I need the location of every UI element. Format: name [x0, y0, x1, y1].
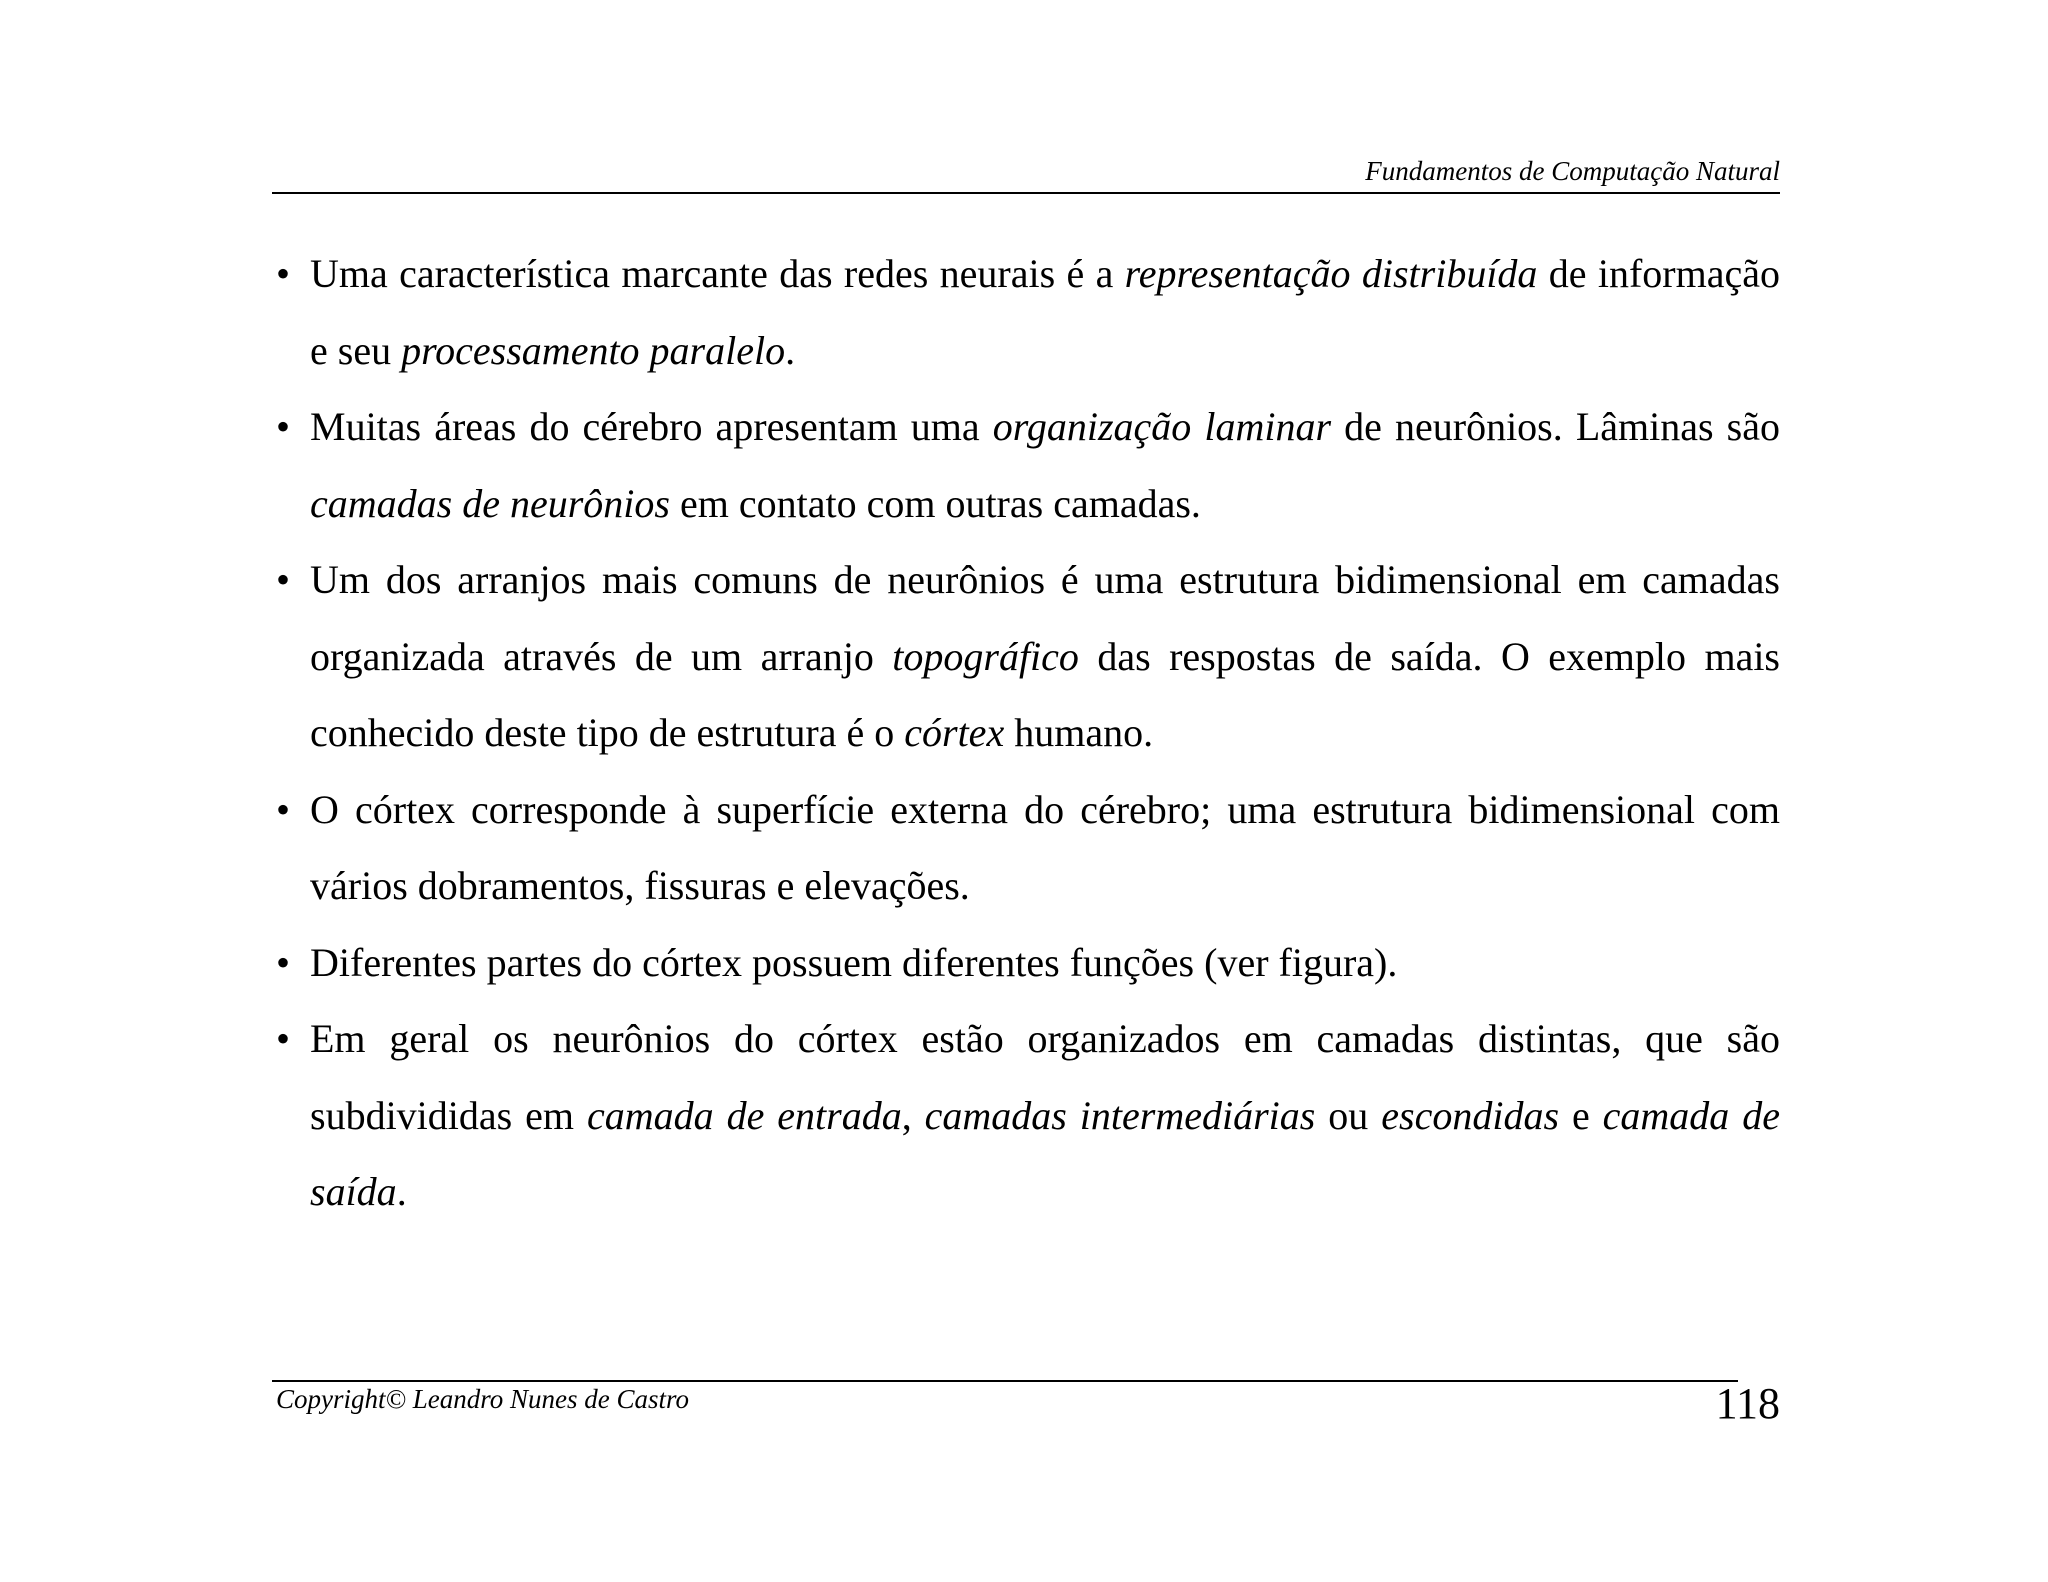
bullet-icon: • — [276, 1016, 291, 1061]
bullet-item — [272, 542, 1780, 772]
text-segment: . — [396, 1169, 407, 1214]
bullet-icon: • — [276, 939, 291, 985]
footer-copyright: Copyright© Leandro Nunes de Castro — [276, 1384, 690, 1414]
emphasis-segment: camadas de neurônios — [310, 480, 670, 526]
text-segment: das respostas de saída. O exemplo mais conhecido deste tipo de estrutura é o — [310, 633, 1780, 755]
bullet-item — [272, 389, 1780, 542]
text-segment: em contato com outras camadas. — [669, 480, 1201, 526]
bullet-item — [272, 772, 1780, 925]
text-segment: Em geral os neurônios do córtex estão organizados em camadas distintas, que são subdivididas em — [310, 1016, 1780, 1138]
emphasis-segment: escondidas — [1381, 1092, 1560, 1138]
emphasis-segment: organização laminar — [992, 404, 1332, 449]
text-segment: , — [901, 1092, 925, 1138]
bullet-icon: • — [276, 786, 291, 832]
slide-content — [272, 236, 1780, 1231]
text-segment: Diferentes partes do córtex possuem diferentes funções (ver figura). — [310, 939, 1398, 985]
text-segment: humano. — [1004, 710, 1154, 755]
page-header — [272, 152, 1780, 194]
emphasis-segment: camada de entrada — [586, 1092, 902, 1138]
bullet-item — [272, 925, 1780, 1002]
text-segment: Uma característica marcante das redes neurais é a — [310, 251, 1125, 296]
emphasis-segment: camadas intermediárias — [924, 1092, 1316, 1138]
header-title: Fundamentos de Computação Natural — [1365, 156, 1780, 186]
emphasis-segment: córtex — [904, 710, 1005, 755]
text-segment: Muitas áreas do cérebro apresentam uma — [310, 404, 993, 449]
emphasis-segment: processamento paralelo — [401, 327, 786, 373]
bullet-item — [272, 1001, 1780, 1231]
text-segment: de neurônios. Lâminas são — [1331, 404, 1780, 449]
bullet-item — [272, 236, 1780, 389]
emphasis-segment: representação distribuída — [1124, 251, 1538, 296]
text-segment: Um dos arranjos mais comuns de neurônios é uma estrutura bidimensional em camadas organizada através de um arranjo — [310, 557, 1780, 679]
emphasis-segment: topográfico — [892, 633, 1079, 679]
text-segment: O córtex corresponde à superfície externa do cérebro; uma estrutura bidimensional com vários dobramentos, fissuras e elevações. — [310, 786, 1780, 908]
bullet-icon: • — [276, 404, 291, 449]
bullet-icon: • — [276, 251, 291, 296]
page-number: 118 — [1715, 1379, 1780, 1428]
text-segment: de informação e seu — [310, 251, 1780, 373]
text-segment: ou — [1315, 1092, 1382, 1138]
emphasis-segment: camada de saída — [310, 1092, 1780, 1214]
bullet-icon: • — [276, 557, 291, 602]
text-segment: e — [1559, 1092, 1603, 1138]
footer-divider — [272, 1380, 1738, 1382]
text-segment: . — [785, 327, 796, 373]
